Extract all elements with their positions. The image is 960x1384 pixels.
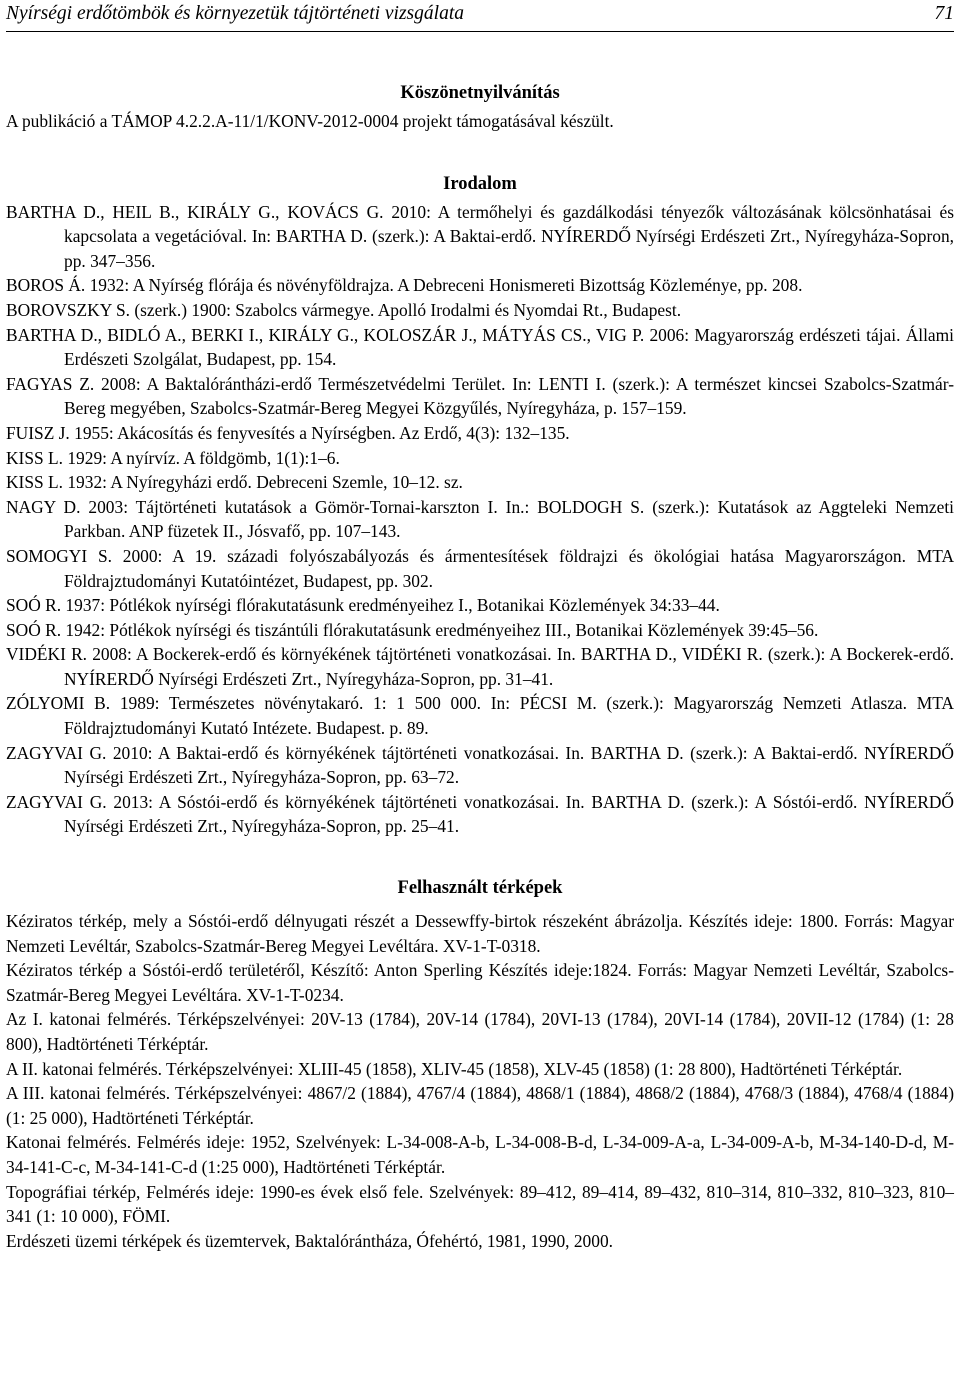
map-item: Kéziratos térkép a Sóstói-erdő területéről, Készítő: Anton Sperling Készítés ideje:1824. Forrás: Magyar Nemzeti Levéltár, Szabolcs-Szatmár-Bereg Megyei Levéltára. XV-1-T-0234. [6,960,954,1005]
reference-item: SOÓ R. 1937: Pótlékok nyírségi flórakutatásunk eredményeihez I., Botanikai Közlemények 34:33‒44. [6,595,720,616]
map-item: Katonai felmérés. Felmérés ideje: 1952, Szelvények: L-34-008-A-b, L-34-008-B-d, L-34-009-A-a, L-34-009-A-b, M-34-140-D-d, M-34-141-C-c, M-34-141-C-d (1:25 000), Hadtörténeti Térképtár. [6,1132,954,1177]
reference-item: FAGYAS Z. 2008: A Baktalórántházi-erdő Természetvédelmi Terület. In: LENTI I. (szerk.): A természet kincsei Szabolcs-Szatmár-Bereg megyében, Szabolcs-Szatmár-Bereg Megyei Közgyűlés, Nyíregyháza, p. 157‒159. [6,373,954,419]
maps-title: Felhasznált térképek [397,878,563,899]
map-item: Az I. katonai felmérés. Térképszelvényei: 20V-13 (1784), 20V-14 (1784), 20VI-13 (1784), 20VI-14 (1784), 20VII-12 (1784) (1: 28 800), Hadtörténeti Térképtár. [6,1009,954,1054]
reference-item: NAGY D. 2003: Tájtörténeti kutatások a Gömör-Tornai-karszton I. In.: BOLDOGH S. (szerk.): Kutatások az Aggteleki Nemzeti Parkban. ANP füzetek II., Jósvafő, pp. 107‒143. [6,496,954,542]
reference-item: BARTHA D., BIDLÓ A., BERKI I., KIRÁLY G., KOLOSZÁR J., MÁTYÁS CS., VIG P. 2006: Magyarország erdészeti tájai. Állami Erdészeti Szolgálat, Budapest, pp. 154. [6,324,954,370]
reference-item: SOÓ R. 1942: Pótlékok nyírségi és tiszántúli flórakutatásunk eredményeihez III., Botanikai Közlemények 39:45‒56. [6,619,819,640]
page-body [6,80,954,1253]
acknowledgement-title: Köszönetnyilvánítás [400,83,560,103]
page-number: 71 [934,3,954,24]
reference-item: KISS L. 1929: A nyírvíz. A földgömb, 1(1):1‒6. [6,447,340,468]
reference-item: KISS L. 1932: A Nyíregyházi erdő. Debreceni Szemle, 10‒12. sz. [6,472,463,493]
reference-item: ZAGYVAI G. 2013: A Sóstói-erdő és környékének tájtörténeti vonatkozásai. In. BARTHA D. (szerk.): A Sóstói-erdő. NYÍRERDŐ Nyírségi Erdészeti Zrt., Nyíregyháza-Sopron, pp. 25‒41. [6,791,954,837]
reference-item: FUISZ J. 1955: Akácosítás és fenyvesítés a Nyírségben. Az Erdő, 4(3): 132‒135. [6,422,570,443]
reference-item: VIDÉKI R. 2008: A Bockerek-erdő és környékének tájtörténeti vonatkozásai. In. BARTHA D., VIDÉKI R. (szerk.): A Bockerek-erdő. NYÍRERDŐ Nyírségi Erdészeti Zrt., Nyíregyháza-Sopron, pp. 31‒41. [6,644,954,689]
reference-item: ZÓLYOMI B. 1989: Természetes növénytakaró. 1: 1 500 000. In: PÉCSI M. (szerk.): Magyarország Nemzeti Atlasza. MTA Földrajztudományi Kutató Intézete. Budapest. p. 89. [6,693,954,739]
acknowledgement-text: A publikáció a TÁMOP 4.2.2.A-11/1/KONV-2012-0004 projekt támogatásával készült. [6,111,614,131]
map-item: Kéziratos térkép, mely a Sóstói-erdő délnyugati részét a Dessewffy-birtok részeként ábrázolja. Készítés ideje: 1800. Forrás: Magyar Nemzeti Levéltár, Szabolcs-Szatmár-Bereg Megyei Levéltára. XV-1-T-0318. [6,911,954,956]
reference-item: BOROS Á. 1932: A Nyírség flórája és növényföldrajza. A Debreceni Honismereti Bizottság Közleménye, pp. 208. [6,275,803,296]
reference-item: BARTHA D., HEIL B., KIRÁLY G., KOVÁCS G. 2010: A termőhelyi és gazdálkodási tényezők változásának kölcsönhatásai és kapcsolata a vegetációval. In: BARTHA D. (szerk.): A Baktai-erdő. NYÍRERDŐ Nyírségi Erdészeti Zrt., Nyíregyháza-Sopron, pp. 347‒356. [6,201,954,271]
map-item: A III. katonai felmérés. Térképszelvényei: 4867/2 (1884), 4767/4 (1884), 4868/1 (1884), 4868/2 (1884), 4768/3 (1884), 4768/4 (1884) (1: 25 000), Hadtörténeti Térképtár. [6,1083,954,1128]
map-item: Erdészeti üzemi térképek és üzemtervek, Baktalórántháza, Ófehértó, 1981, 1990, 2000. [6,1230,613,1251]
reference-list [6,200,954,839]
running-header [6,1,954,32]
references-title: Irodalom [443,173,517,194]
reference-item: SOMOGYI S. 2000: A 19. századi folyószabályozás és ármentesítések földrajzi és ökológiai hatása Magyarországon. MTA Földrajztudományi Kutatóintézet, Budapest, pp. 302. [6,545,954,591]
map-item: Topográfiai térkép, Felmérés ideje: 1990-es évek első fele. Szelvények: 89‒412, 89‒414, 89‒432, 810‒314, 810‒332, 810‒323, 810‒341 (1: 10 000), FÖMI. [6,1181,954,1227]
map-list [6,909,954,1253]
reference-item: BOROVSZKY S. (szerk.) 1900: Szabolcs vármegye. Apolló Irodalmi és Nyomdai Rt., Budapest. [6,299,682,320]
running-title: Nyírségi erdőtömbök és környezetük tájtörténeti vizsgálata [6,3,464,24]
map-item: A II. katonai felmérés. Térképszelvényei: XLIII-45 (1858), XLIV-45 (1858), XLV-45 (1858) (1: 28 800), Hadtörténeti Térképtár. [6,1058,903,1079]
reference-item: ZAGYVAI G. 2010: A Baktai-erdő és környékének tájtörténeti vonatkozásai. In. BARTHA D. (szerk.): A Baktai-erdő. NYÍRERDŐ Nyírségi Erdészeti Zrt., Nyíregyháza-Sopron, pp. 63‒72. [6,742,954,788]
